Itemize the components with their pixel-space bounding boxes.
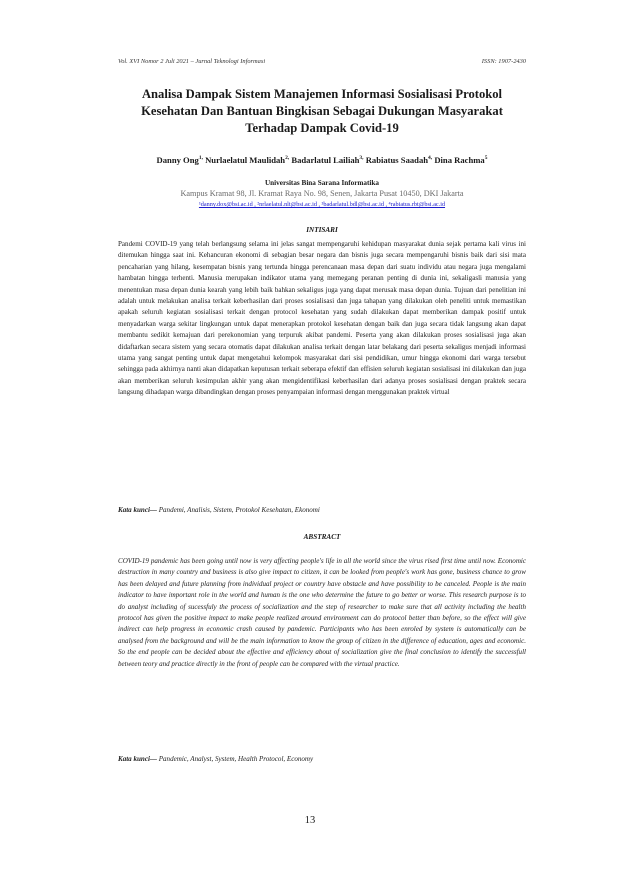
author-name: Dina Rachma <box>434 154 485 165</box>
keywords-label: Kata kunci— <box>118 755 157 763</box>
page-number: 13 <box>304 815 316 826</box>
paper-title: Analisa Dampak Sistem Manajemen Informasi Sosialisasi Protokol Kesehatan Dan Bantuan Bingkisan Sebagai Dukungan Masyarakat Terhadap Dampak Covid-19 <box>141 87 503 135</box>
author-sup: 4, <box>428 155 433 161</box>
intisari-heading: INTISARI <box>306 226 338 234</box>
author-sup: 1, <box>198 155 203 161</box>
author-sup: 2, <box>285 155 290 161</box>
author-name: Badarlatul Lailiah <box>291 154 360 165</box>
keywords-line <box>118 755 526 763</box>
kata-kunci-text: Pandemi, Analisis, Sistem, Protokol Kesehatan, Ekonomi <box>156 506 320 514</box>
kata-kunci-label: Kata kunci— <box>118 506 157 514</box>
issn: ISSN: 1907-2430 <box>481 58 526 65</box>
author-sup: 3, <box>359 155 364 161</box>
kata-kunci-line <box>118 506 526 514</box>
abstract-text: COVID-19 pandemic has been going until now is very affecting people's life in all the world since the virus rised first time until now. Economic destruction in many country and business is also give impact to citizen, it can be looked from people's work has gone, business chance to grow has been delayed and future planning from individual project or country have obstacle and have possibility to be canceled. People is the main indicator to have important role in the world and human is the one who determine the future to go better or worse. This research purpose is to do analyst including of sucessfuly the process of socialization and the step of researcher to make sure that all activity including the health protocol has given the positive impact to make people realized around environment can do protocol better than before, so the effect will give indirect can help progress in economic crash caused by pandemic. Participants who has been enroled by system is automatically can be analysed from the background and will be the main information to know the group of citizen in the difference of education, ages and economic. So the end people can be decided about the effective and efficiency about of socialization give the final conclusion to identify the successfull between teory and practice directly in the front of people can be compared with the virtual practice. <box>118 557 526 668</box>
address: Kampus Kramat 98, Jl. Kramat Raya No. 98, Senen, Jakarta Pusat 10450, DKI Jakarta <box>180 189 464 198</box>
affiliation: Universitas Bina Sarana Informatika <box>264 179 379 187</box>
author-name: Rabiatus Saadah <box>365 154 429 165</box>
author-sup: 5 <box>484 155 488 161</box>
journal-info: Vol. XVI Nomor 2 Juli 2021 – Jurnal Teknologi Informasi <box>118 58 266 65</box>
keywords-text: Pandemic, Analyst, System, Health Protocol, Economy <box>156 755 314 763</box>
running-header <box>118 58 526 65</box>
email-links[interactable]: ¹danny.dox@bsi.ac.id , ²nrlaelatul.nlt@bsi.ac.id , ³badarlatul.bdl@bsi.ac.id , ⁴rabiatus.rbt@bsi.ac.id <box>198 201 446 208</box>
intisari-text: Pandemi COVID-19 yang telah berlangsung selama ini jelas sangat mempengaruhi kehidupan masyarakat dunia sejak pertama kali virus ini ditemukan hingga saat ini. Kehancuran ekonomi di sebagian besar negara dan bisnis juga secara mempengaruhi bisnis baik dari sisi mata pencaharian yang hilang, kesempatan bisnis yang tertunda hingga perencanaan masa depan dari suatu individu atau negara juga mengalami hambatan hingga terhenti. Manusia merupakan indikator utama yang memegang peranan penting di dunia ini, sekaligasli manusia yang menentukan masa depan dunia kearah yang lebih baik bahkan sekaligus juga yang dapat merusak masa depan dunia. Tujuan dari penelitian ini adalah untuk melakukan analisa terkait keberhasilan dari proses sosialisasi dan juga tahapan yang dilakukan oleh peneliti untuk memastikan apakah seluruh kegiatan sosialisasi terkait dengan protocol kesehatan yang sudah dilakukan dapat memberikan dampak positif untuk menyadarkan warga sekitar lingkungan untuk dapat menerapkan protokol kesehatan dengan baik dan juga secara tidak langsung akan dapat membantu sedikit kemajuan dari perekonomian yang terpuruk akibat pandemi. Peserta yang akan dilakukan proses sosialisasi juga akan didaftarkan secara sistem yang secara otomatis dapat dilakukan analisa terkait dengan latar belakang dari peserta sekaligus menjadi informasi utama yang sangat penting untuk dapat mengetahui kelompok masyarakat dari sisi pendidikan, umur hingga ekonomi dari warga tersebut sehingga pada akhirnya nanti akan didapatkan keputusan terkait seberapa efektif dan effisien seluruh kegiatan sosialisasi ini dilakukan dan juga akan memberikan seluruh kesimpulan akhir yang akan mengidentifikasi keberhasilan dari adanya proses sosialisasi dengan praktek secara langsung dihadapan warga dibandingkan dengan proses penyampaian informasi dengan menggunakan praktek virtual <box>118 240 526 397</box>
author-name: Nurlaelatul Maulidah <box>205 154 286 165</box>
abstract-heading: ABSTRACT <box>303 533 341 541</box>
author-name: Danny Ong <box>156 154 199 165</box>
author-list <box>118 152 526 166</box>
